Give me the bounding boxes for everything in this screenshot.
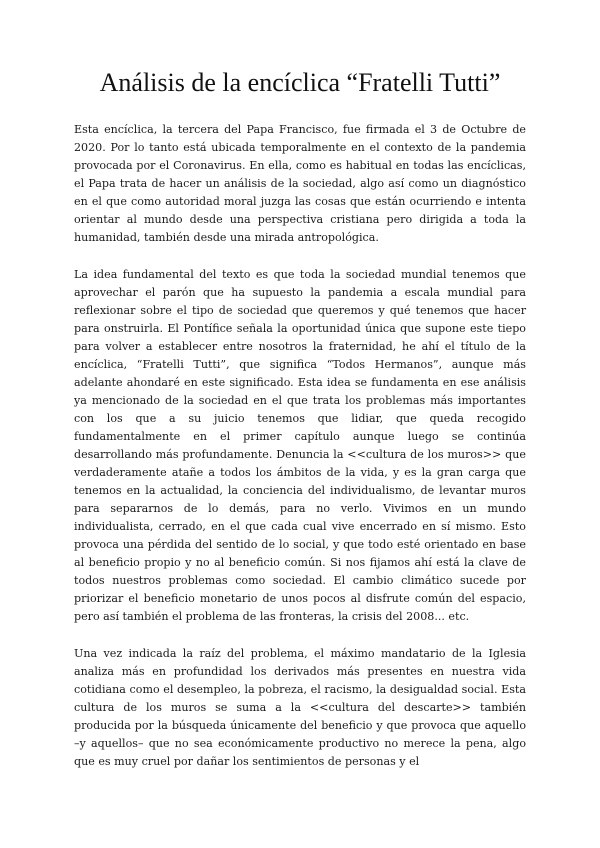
document-title: Análisis de la encíclica “Fratelli Tutti” [99,68,501,97]
document-body [74,121,526,771]
paragraph-2: La idea fundamental del texto es que toda la sociedad mundial tenemos que aprovechar el parón que ha supuesto la pandemia a escala mundial para reflexionar sobre el tipo de sociedad que queremos y qué tenemos que hacer para onstruirla. El Pontífice señala la oportunidad única que supone este tiepo para volver a establecer entre nosotros la fraternidad, he ahí el título de la encíclica, “Fratelli Tutti”, que significa “Todos Hermanos”, aunque más adelante ahondaré en este significado. Esta idea se fundamenta en ese análisis ya mencionado de la sociedad en el que trata los problemas más importantes con los que a su juicio tenemos que lidiar, que queda recogido fundamentalmente en el primer capítulo aunque luego se continúa desarrollando más profundamente. Denuncia la <<cultura de los muros>> que verdaderamente atañe a todos los ámbitos de la vida, y es la gran carga que tenemos en la actualidad, la conciencia del individualismo, de levantar muros para separarnos de lo demás, para no verlo. Vivimos en un mundo individualista, cerrado, en el que cada cual vive encerrado en sí mismo. Esto provoca una pérdida del sentido de lo social, y que todo esté orientado en base al beneficio propio y no al beneficio común. Si nos fijamos ahí está la clave de todos nuestros problemas como sociedad. El cambio climático sucede por priorizar el beneficio monetario de unos pocos al disfrute común del espacio, pero así también el problema de las fronteras, la crisis del 2008... etc. [74,268,526,623]
paragraph-3: Una vez indicada la raíz del problema, el máximo mandatario de la Iglesia analiza más en profundidad los derivados más presentes en nuestra vida cotidiana como el desempleo, la pobreza, el racismo, la desigualdad social. Esta cultura de los muros se suma a la <<cultura del descarte>> también producida por la búsqueda únicamente del beneficio y que provoca que aquello –y aquellos– que no sea económicamente productivo no merece la pena, algo que es muy cruel por dañar los sentimientos de personas y el [74,647,526,768]
paragraph-1: Esta encíclica, la tercera del Papa Francisco, fue firmada el 3 de Octubre de 2020. Por lo tanto está ubicada temporalmente en el contexto de la pandemia provocada por el Coronavirus. En ella, como es habitual en todas las encíclicas, el Papa trata de hacer un análisis de la sociedad, algo así como un diagnóstico en el que como autoridad moral juzga las cosas que están ocurriendo e intenta orientar al mundo desde una perspectiva cristiana pero dirigida a toda la humanidad, también desde una mirada antropológica. [74,123,526,244]
